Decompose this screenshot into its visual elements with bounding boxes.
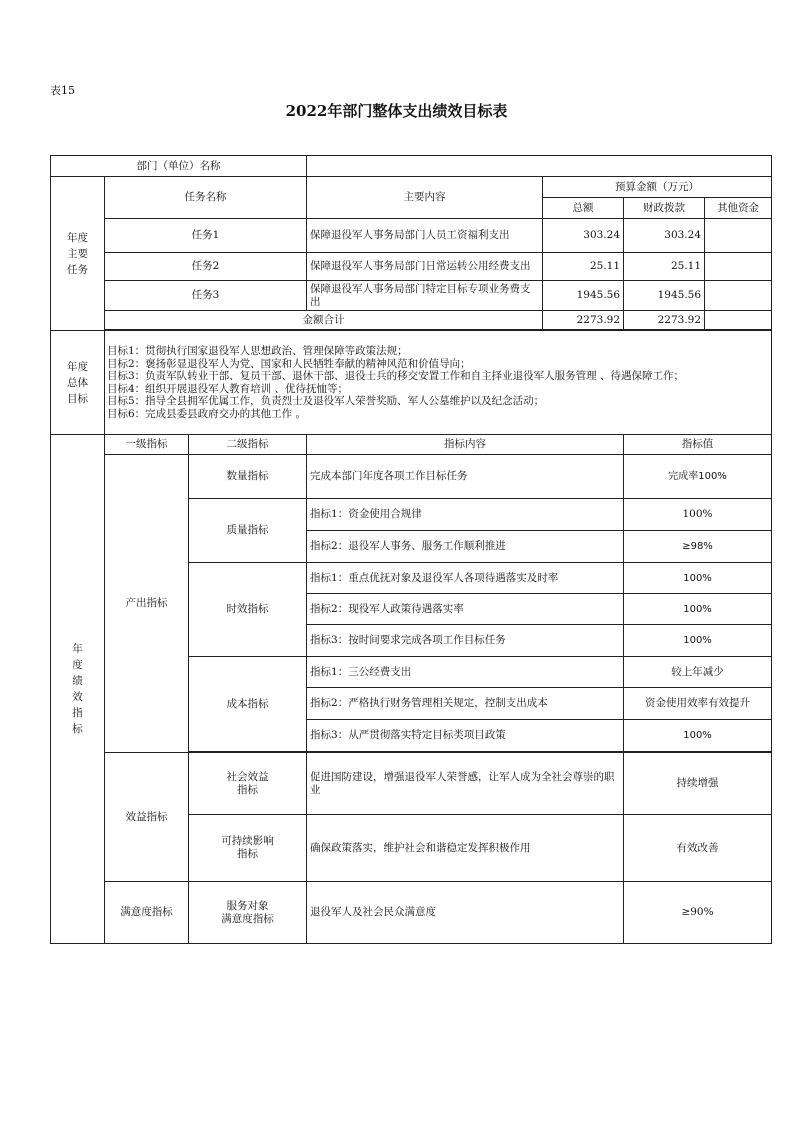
goals-section-label: 年度 总体 目标: [51, 331, 105, 435]
indicator-value: 100%: [624, 499, 772, 531]
goal-item: 目标4：组织开展退役军人教育培训 、优待抚恤等；: [107, 382, 349, 395]
table-row: [51, 455, 772, 499]
indicator-content: 指标1：三公经费支出: [307, 657, 624, 688]
cost-indicator-label: 成本指标: [189, 657, 307, 752]
indicator-value: 100%: [624, 720, 772, 752]
task-total: 25.11: [543, 253, 624, 281]
task-content: 保障退役军人事务局部门特定目标专项业务费支出: [307, 281, 543, 311]
table-row: [51, 753, 772, 815]
indicator-value: 资金使用效率有效提升: [624, 688, 772, 720]
indicator-value: 较上年减少: [624, 657, 772, 688]
goal-item: 目标3：负责军队转业干部、复员干部、退休干部、退役士兵的移交安置工作和自主择业退役军人服务管理 、待遇保障工作；: [107, 370, 685, 382]
goal-item: 目标2：褒扬彰显退役军人为党、国家和人民牺牲奉献的精神风范和价值导向；: [107, 357, 471, 370]
indicator-content: 退役军人及社会民众满意度: [307, 882, 624, 944]
quantity-indicator-label: 数量指标: [189, 455, 307, 499]
indicator-content: 完成本部门年度各项工作目标任务: [307, 455, 624, 499]
task-name: 任务1: [105, 219, 307, 253]
benefit-indicator-label: 效益指标: [105, 753, 189, 882]
col-total: 总额: [543, 198, 624, 219]
table-row: [51, 882, 772, 944]
output-indicator-label: 产出指标: [105, 455, 189, 753]
goal-item: 目标5：指导全县拥军优属工作，负责烈士及退役军人荣誉奖励、军人公墓维护以及纪念活动；: [107, 395, 545, 407]
sum-row: [51, 311, 772, 330]
indicator-content: 指标1：资金使用合规律: [307, 499, 624, 531]
col-task-name: 任务名称: [105, 177, 307, 219]
col-level2: 二级指标: [189, 435, 307, 455]
table-row: [51, 281, 772, 311]
document-title: 2022年部门整体支出绩效目标表: [285, 102, 508, 120]
task-fiscal: 25.11: [624, 253, 705, 281]
col-budget: 预算金额（万元）: [543, 177, 772, 198]
indicator-value: 100%: [624, 625, 772, 657]
tasks-section-label: 年度 主要 任务: [51, 177, 105, 331]
col-indicator-value: 指标值: [624, 435, 772, 455]
sustainable-impact-label: 可持续影响 指标: [189, 815, 307, 882]
timeliness-indicator-label: 时效指标: [189, 563, 307, 657]
table-row: [51, 253, 772, 281]
service-satisfaction-label: 服务对象 满意度指标: [189, 882, 307, 944]
task-other: [705, 281, 772, 311]
task-fiscal: 1945.56: [624, 281, 705, 311]
goal-item: 目标1：贯彻执行国家退役军人思想政治、管理保障等政策法规；: [107, 345, 408, 357]
indicator-value: ≥98%: [624, 531, 772, 563]
dept-name-value: [307, 156, 772, 177]
performance-target-table: [50, 155, 772, 944]
task-content: 保障退役军人事务局部门人员工资福利支出: [307, 219, 543, 253]
dept-name-label: 部门（单位）名称: [51, 156, 307, 177]
task-other: [705, 219, 772, 253]
indicator-value: 100%: [624, 563, 772, 594]
satisfaction-indicator-label: 满意度指标: [105, 882, 189, 944]
task-fiscal: 303.24: [624, 219, 705, 253]
indicator-content: 促进国防建设，增强退役军人荣誉感，让军人成为全社会尊崇的职业: [307, 753, 624, 815]
sum-label: 金额合计: [105, 311, 543, 330]
indicator-value: 完成率100%: [624, 455, 772, 499]
col-other: 其他资金: [705, 198, 772, 219]
task-other: [705, 253, 772, 281]
indicator-value: 持续增强: [624, 753, 772, 815]
indicator-content: 确保政策落实，维护社会和谐稳定发挥积极作用: [307, 815, 624, 882]
col-indicator-content: 指标内容: [307, 435, 624, 455]
col-fiscal: 财政拨款: [624, 198, 705, 219]
col-level1: 一级指标: [105, 435, 189, 455]
indicator-value: ≥90%: [624, 882, 772, 944]
task-name: 任务3: [105, 281, 307, 311]
indicator-content: 指标2：严格执行财务管理相关规定，控制支出成本: [307, 688, 624, 720]
indicator-value: 100%: [624, 594, 772, 625]
sum-other: [705, 311, 772, 330]
indicator-value: 有效改善: [624, 815, 772, 882]
indicator-content: 指标1：重点优抚对象及退役军人各项待遇落实及时率: [307, 563, 624, 594]
quality-indicator-label: 质量指标: [189, 499, 307, 563]
perf-section-label: 年 度 绩 效 指 标: [51, 435, 105, 944]
task-content: 保障退役军人事务局部门日常运转公用经费支出: [307, 253, 543, 281]
indicator-content: 指标2：现役军人政策待遇落实率: [307, 594, 624, 625]
indicator-content: 指标3：按时间要求完成各项工作目标任务: [307, 625, 624, 657]
indicator-content: 指标2：退役军人事务、服务工作顺利推进: [307, 531, 624, 563]
task-total: 303.24: [543, 219, 624, 253]
goal-item: 目标6：完成县委县政府交办的其他工作 。: [107, 407, 307, 420]
sum-fiscal: 2273.92: [624, 311, 705, 330]
annual-goals: [105, 331, 772, 435]
sum-total: 2273.92: [543, 311, 624, 330]
table-row: [51, 219, 772, 253]
col-main-content: 主要内容: [307, 177, 543, 219]
indicator-content: 指标3：从严贯彻落实特定目标类项目政策: [307, 720, 624, 752]
task-name: 任务2: [105, 253, 307, 281]
social-benefit-label: 社会效益 指标: [189, 753, 307, 815]
task-total: 1945.56: [543, 281, 624, 311]
table-number-label: 表15: [50, 84, 75, 97]
